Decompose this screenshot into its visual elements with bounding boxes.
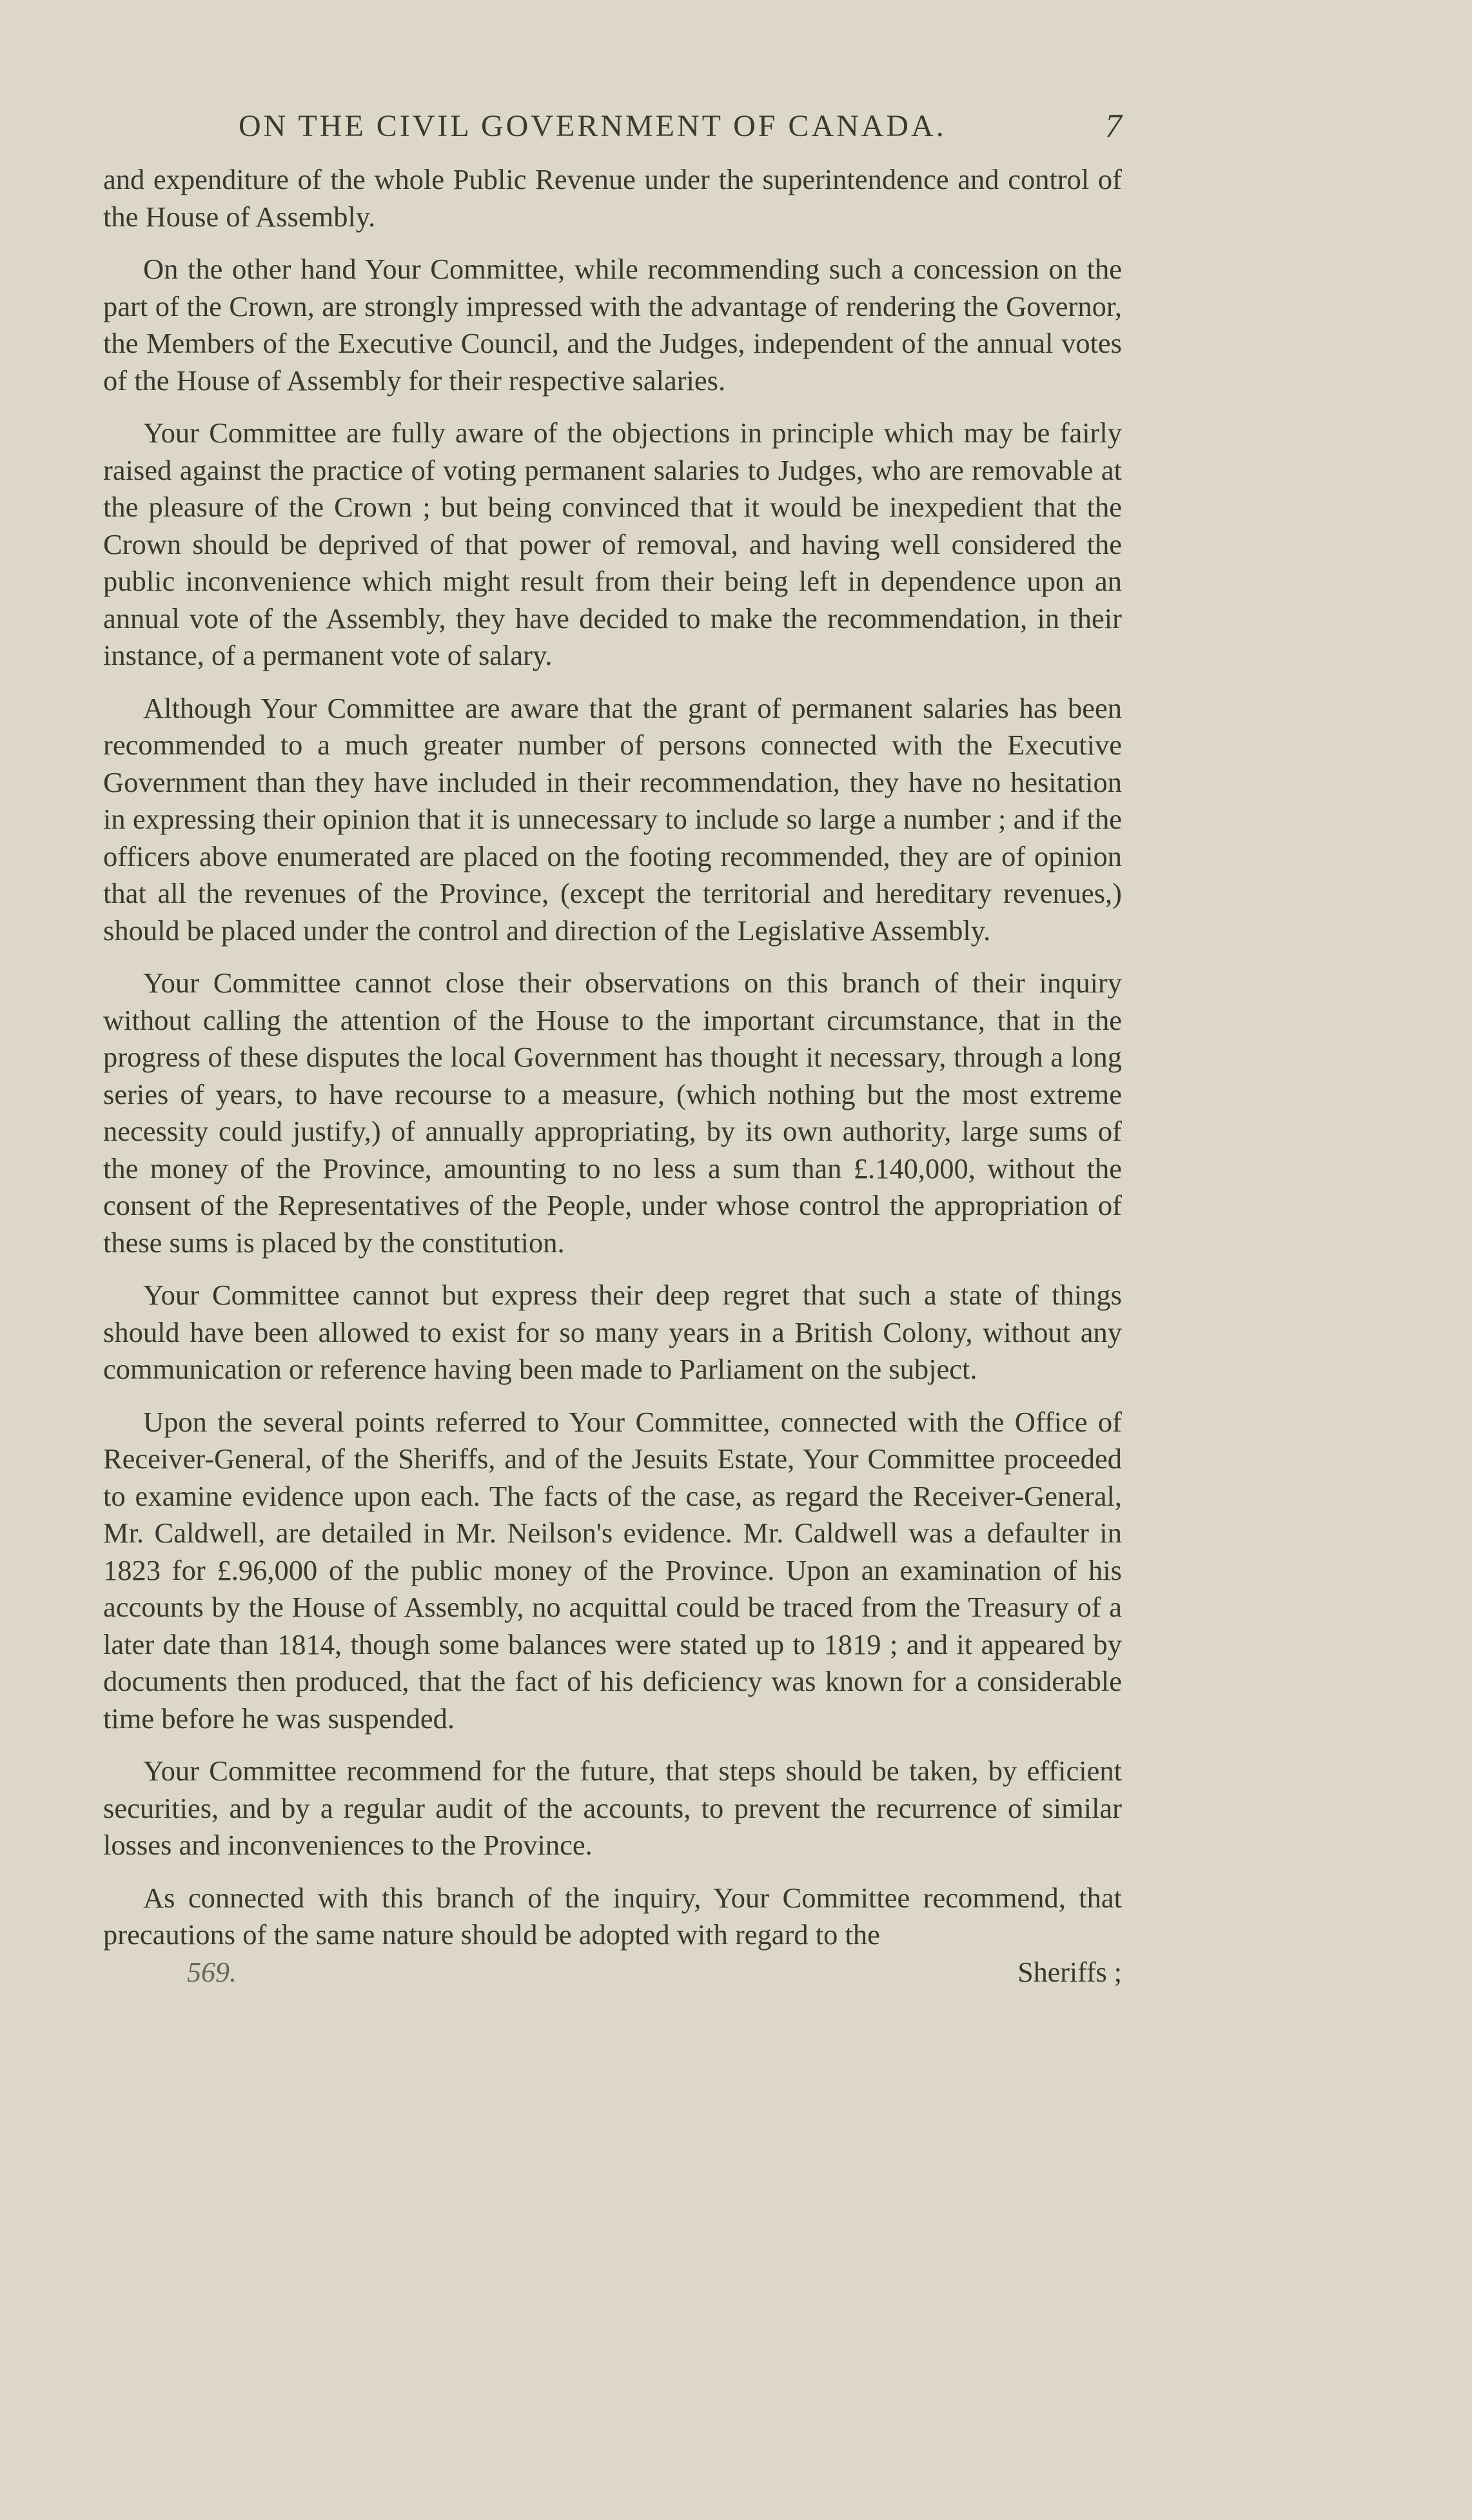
running-title: ON THE CIVIL GOVERNMENT OF CANADA. — [239, 109, 947, 143]
running-head — [103, 103, 1122, 161]
paragraph: Your Committee cannot but express their deep regret that such a state of things should have been allowed to exist for so many years in a British Colony, without any communication or reference having been made to Parliament on the subject. — [103, 1279, 1122, 1385]
page-footer — [103, 1954, 1122, 1993]
signature-mark: 569. — [187, 1956, 237, 1988]
paragraph: Although Your Committee are aware that the grant of permanent salaries has been recommended to a much greater number of persons connected with the Executive Government than they have included in their recommendation, they have no hesitation in expressing their opinion that it is unnecessary to include so large a number ; and if the officers above enumerated are placed on the footing recommended, they are of opinion that all the revenues of the Province, (except the territorial and hereditary revenues,) should be placed under the control and direction of the Legislative Assembly. — [103, 691, 1122, 947]
page-number: 7 — [1105, 108, 1122, 144]
document-page — [103, 103, 1122, 1993]
paragraph: Upon the several points referred to Your Committee, connected with the Office of Receiver-General, of the Sheriffs, and of the Jesuits Estate, Your Committee proceeded to examine evidence upon each. The facts of the case, as regard the Receiver-General, Mr. Caldwell, are detailed in Mr. Neilson's evidence. Mr. Caldwell was a defaulter in 1823 for £.96,000 of the public money of the Province. Upon an examination of his accounts by the House of Assembly, no acquittal could be traced from the Treasury of a later date than 1814, though some balances were stated up to 1819 ; and it appeared by documents then produced, that the fact of his deficiency was known for a considerable time before he was suspended. — [103, 1405, 1122, 1735]
paragraph: On the other hand Your Committee, while recommending such a concession on the part of the Crown, are strongly impressed with the advantage of rendering the Governor, the Members of the Executive Council, and the Judges, independent of the annual votes of the House of Assembly for their respective salaries. — [103, 253, 1122, 397]
catchword: Sheriffs ; — [1017, 1956, 1122, 1988]
paragraph: Your Committee are fully aware of the objections in principle which may be fairly raised against the practice of voting permanent salaries to Judges, who are removable at the pleasure of the Crown ; but being convinced that it would be inexpedient that the Crown should be deprived of that power of removal, and having well considered the public inconvenience which might result from their being left in dependence upon an annual vote of the Assembly, they have decided to make the recommendation, in their instance, of a permanent vote of salary. — [103, 417, 1122, 671]
paragraph: As connected with this branch of the inquiry, Your Committee recommend, that precautions of the same nature should be adopted with regard to the — [103, 1881, 1122, 1951]
paragraph-continuation: and expenditure of the whole Public Revenue under the superintendence and control of the House of Assembly. — [103, 163, 1122, 233]
paragraph: Your Committee recommend for the future, that steps should be taken, by efficient securities, and by a regular audit of the accounts, to prevent the recurrence of similar losses and inconveniences to the Province. — [103, 1755, 1122, 1861]
paragraph: Your Committee cannot close their observations on this branch of their inquiry without calling the attention of the House to the important circumstance, that in the progress of these disputes the local Government has thought it necessary, through a long series of years, to have recourse to a measure, (which nothing but the most extreme necessity could justify,) of annually appropriating, by its own authority, large sums of the money of the Province, amounting to no less a sum than £.140,000, without the consent of the Representatives of the People, under whose control the appropriation of these sums is placed by the constitution. — [103, 967, 1122, 1259]
